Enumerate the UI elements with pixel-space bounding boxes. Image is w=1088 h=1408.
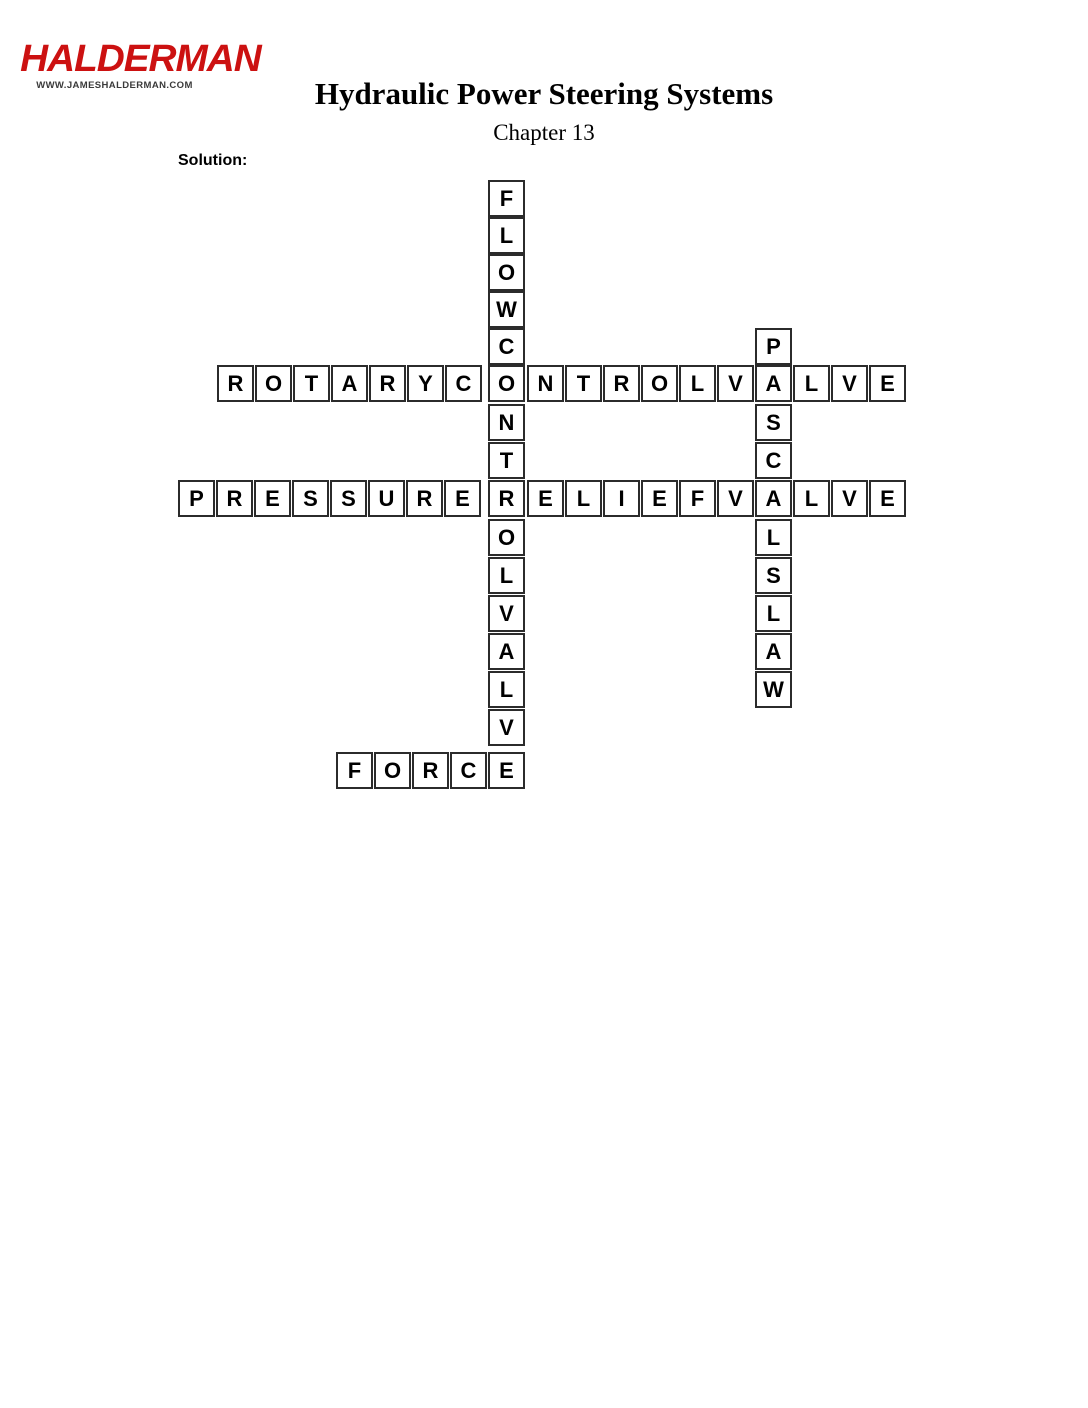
crossword-cell: L xyxy=(565,480,602,517)
crossword-cell: I xyxy=(603,480,640,517)
crossword-cell: P xyxy=(755,328,792,365)
crossword-cell: P xyxy=(178,480,215,517)
crossword-cell: L xyxy=(793,365,830,402)
crossword-cell: S xyxy=(755,404,792,441)
crossword-cell: O xyxy=(255,365,292,402)
crossword-cell: C xyxy=(755,442,792,479)
crossword-cell: R xyxy=(412,752,449,789)
crossword-cell: U xyxy=(368,480,405,517)
crossword-cell: C xyxy=(445,365,482,402)
crossword-cell: E xyxy=(527,480,564,517)
crossword-cell: E xyxy=(488,752,525,789)
crossword-cell: N xyxy=(527,365,564,402)
crossword-cell: C xyxy=(450,752,487,789)
crossword-cell: R xyxy=(369,365,406,402)
crossword-cell: V xyxy=(717,480,754,517)
crossword-cell: E xyxy=(869,480,906,517)
crossword-cell: E xyxy=(869,365,906,402)
crossword-cell: O xyxy=(641,365,678,402)
page-title: Hydraulic Power Steering Systems xyxy=(314,76,774,111)
crossword-cell: L xyxy=(755,519,792,556)
crossword-cell: L xyxy=(793,480,830,517)
crossword-cell: V xyxy=(488,709,525,746)
solution-label: Solution: xyxy=(178,152,248,169)
crossword-cell: W xyxy=(488,291,525,328)
logo-website-text: WWW.JAMESHALDERMAN.COM xyxy=(36,80,193,91)
crossword-cell: A xyxy=(488,633,525,670)
crossword-cell: V xyxy=(831,480,868,517)
crossword-cell: A xyxy=(755,365,792,402)
crossword-cell: V xyxy=(831,365,868,402)
crossword-cell: R xyxy=(488,480,525,517)
crossword-cell: L xyxy=(679,365,716,402)
crossword-cell: R xyxy=(216,480,253,517)
crossword-cell: F xyxy=(488,180,525,217)
crossword-cell: L xyxy=(488,671,525,708)
page-subtitle: Chapter 13 xyxy=(493,120,595,145)
crossword-cell: Y xyxy=(407,365,444,402)
crossword-cell: S xyxy=(330,480,367,517)
crossword-cell: A xyxy=(331,365,368,402)
crossword-cell: O xyxy=(374,752,411,789)
crossword-cell: W xyxy=(755,671,792,708)
crossword-cell: T xyxy=(488,442,525,479)
crossword-cell: V xyxy=(488,595,525,632)
crossword-cell: O xyxy=(488,365,525,402)
crossword-cell: E xyxy=(444,480,481,517)
logo-brand-text: HALDERMAN xyxy=(20,38,261,80)
crossword-cell: O xyxy=(488,519,525,556)
crossword-cell: O xyxy=(488,254,525,291)
crossword-cell: R xyxy=(406,480,443,517)
crossword-cell: S xyxy=(292,480,329,517)
crossword-cell: N xyxy=(488,404,525,441)
crossword-cell: C xyxy=(488,328,525,365)
crossword-cell: E xyxy=(254,480,291,517)
crossword-cell: F xyxy=(336,752,373,789)
crossword-cell: T xyxy=(565,365,602,402)
crossword-cell: L xyxy=(755,595,792,632)
crossword-cell: R xyxy=(217,365,254,402)
crossword-cell: A xyxy=(755,480,792,517)
crossword-cell: E xyxy=(641,480,678,517)
crossword-cell: T xyxy=(293,365,330,402)
crossword-cell: V xyxy=(717,365,754,402)
crossword-cell: L xyxy=(488,217,525,254)
crossword-cell: A xyxy=(755,633,792,670)
crossword-cell: R xyxy=(603,365,640,402)
crossword-cell: F xyxy=(679,480,716,517)
crossword-cell: S xyxy=(755,557,792,594)
crossword-cell: L xyxy=(488,557,525,594)
